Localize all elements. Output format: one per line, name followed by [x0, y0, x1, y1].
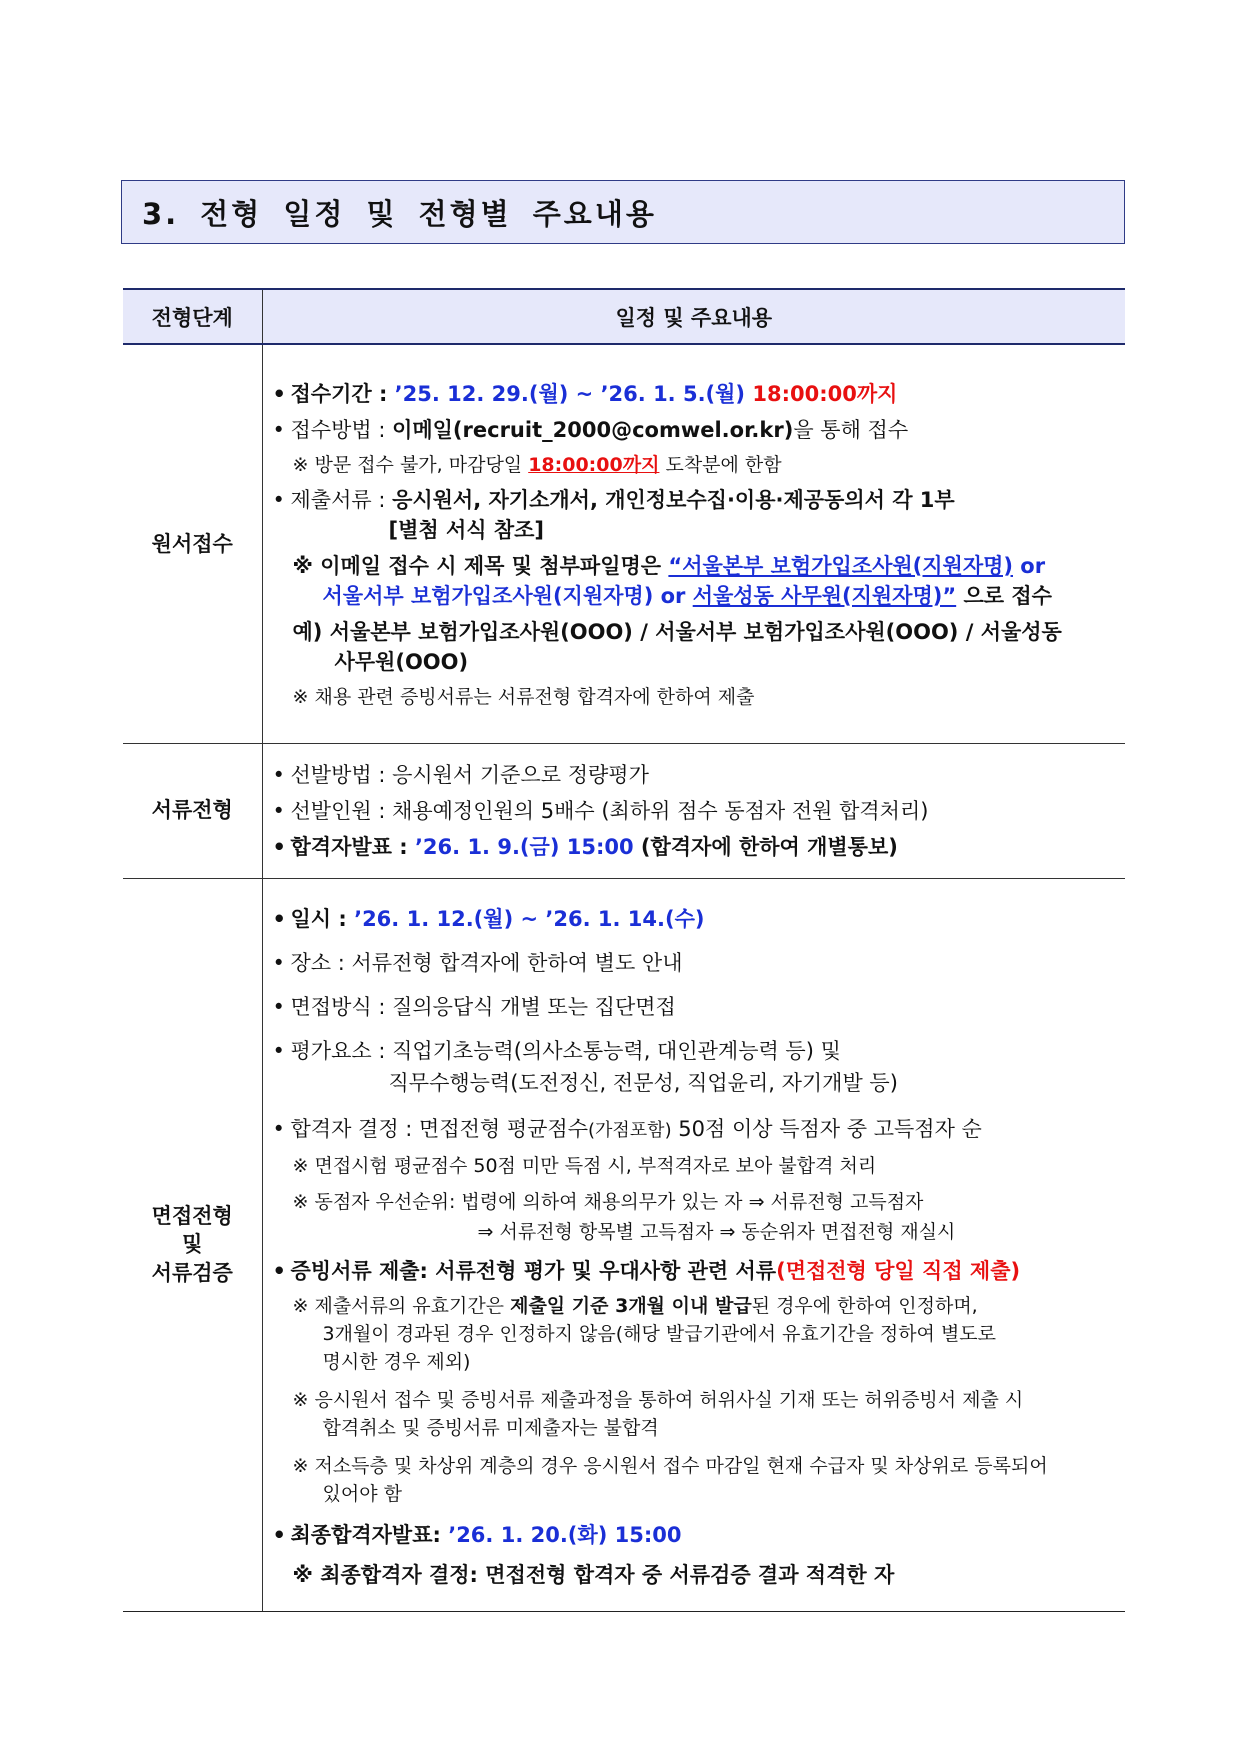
stage-interview: 면접전형 및 서류검증	[123, 878, 262, 1611]
interview-note-low: ※ 저소득층 및 차상위 계층의 경우 응시원서 접수 마감일 현재 수급자 및 차상위로 등록되어	[292, 1454, 1048, 1477]
application-example: 예) 서울본부 보험가입조사원(OOO) / 서울서부 보험가입조사원(OOO) / 서울성동	[292, 619, 1062, 644]
interview-note-valid: ※ 제출서류의 유효기간은 제출일 기준 3개월 이내 발급된 경우에 한하여 인정하며,	[292, 1294, 978, 1317]
interview-proof: • 증빙서류 제출: 서류전형 평가 및 우대사항 관련 서류(면접전형 당일 직접 제출)	[273, 1256, 1118, 1286]
application-email-note-cont: 서울서부 보험가입조사원(지원자명) or 서울성동 사무원(지원자명)” 으로 접수	[322, 583, 1052, 608]
document-method: • 선발방법 : 응시원서 기준으로 정량평가	[273, 760, 1118, 790]
application-email-note: ※ 이메일 접수 시 제목 및 첨부파일명은 “서울본부 보험가입조사원(지원자명) or	[292, 553, 1046, 578]
row-application	[123, 344, 1125, 743]
row-interview	[123, 878, 1125, 1611]
section-title: 3. 전형 일정 및 전형별 주요내용	[142, 196, 657, 231]
application-example-cont: 사무원(OOO)	[334, 649, 469, 674]
interview-method: • 면접방식 : 질의응답식 개별 또는 집단면접	[273, 992, 1118, 1022]
interview-note-valid-2: 3개월이 경과된 경우 인정하지 않음(해당 발급기관에서 유효기간을 정하여 별도로	[322, 1322, 997, 1345]
row-document	[123, 743, 1125, 878]
section-title-box	[121, 180, 1125, 244]
interview-eval-cont: 직무수행능력(도전정신, 전문성, 직업윤리, 자기개발 등)	[388, 1070, 898, 1095]
document-announce: • 합격자발표 : ’26. 1. 9.(금) 15:00 (합격자에 한하여 개별통보)	[273, 832, 1118, 862]
stage-application: 원서접수	[123, 344, 262, 743]
header-stage: 전형단계	[123, 289, 262, 344]
interview-final-note: ※ 최종합격자 결정: 면접전형 합격자 중 서류검증 결과 적격한 자	[292, 1562, 895, 1587]
application-docs: • 제출서류 : 응시원서, 자기소개서, 개인정보수집·이용·제공동의서 각 1부	[273, 485, 1118, 515]
interview-final: • 최종합격자발표: ’26. 1. 20.(화) 15:00	[273, 1520, 1118, 1550]
header-content: 일정 및 주요내용	[262, 289, 1125, 344]
interview-date: • 일시 : ’26. 1. 12.(월) ~ ’26. 1. 14.(수)	[273, 904, 1118, 934]
application-period: • 접수기간 : ’25. 12. 29.(월) ~ ’26. 1. 5.(월) 18:00:00까지	[273, 379, 1118, 409]
application-note-visit: ※ 방문 접수 불가, 마감당일 18:00:00까지 도착분에 한함	[292, 453, 782, 476]
application-note-proof: ※ 채용 관련 증빙서류는 서류전형 합격자에 한하여 제출	[292, 685, 755, 708]
interview-decision: • 합격자 결정 : 면접전형 평균점수(가점포함) 50점 이상 득점자 중 고득점자 순	[273, 1114, 1118, 1146]
application-docs-ref: [별첨 서식 참조]	[388, 517, 545, 542]
interview-note-tie: ※ 동점자 우선순위: 법령에 의하여 채용의무가 있는 자 ⇒ 서류전형 고득점자	[292, 1190, 924, 1213]
schedule-table	[123, 288, 1125, 1612]
interview-note-valid-3: 명시한 경우 제외)	[322, 1350, 471, 1373]
interview-note-false: ※ 응시원서 접수 및 증빙서류 제출과정을 통하여 허위사실 기재 또는 허위증빙서 제출 시	[292, 1388, 1024, 1411]
interview-note-tie-cont: ⇒ 서류전형 항목별 고득점자 ⇒ 동순위자 면접전형 재실시	[477, 1220, 956, 1243]
interview-note-false-2: 합격취소 및 증빙서류 미제출자는 불합격	[322, 1416, 659, 1439]
interview-note-fail: ※ 면접시험 평균점수 50점 미만 득점 시, 부적격자로 보아 불합격 처리	[292, 1154, 877, 1177]
interview-note-low-2: 있어야 함	[322, 1482, 402, 1505]
table-header-row	[123, 289, 1125, 344]
stage-document: 서류전형	[123, 743, 262, 878]
application-method: • 접수방법 : 이메일(recruit_2000@comwel.or.kr)을 통해 접수	[273, 415, 1118, 445]
document-count: • 선발인원 : 채용예정인원의 5배수 (최하위 점수 동점자 전원 합격처리)	[273, 796, 1118, 826]
interview-place: • 장소 : 서류전형 합격자에 한하여 별도 안내	[273, 948, 1118, 978]
interview-eval: • 평가요소 : 직업기초능력(의사소통능력, 대인관계능력 등) 및	[273, 1036, 1118, 1066]
